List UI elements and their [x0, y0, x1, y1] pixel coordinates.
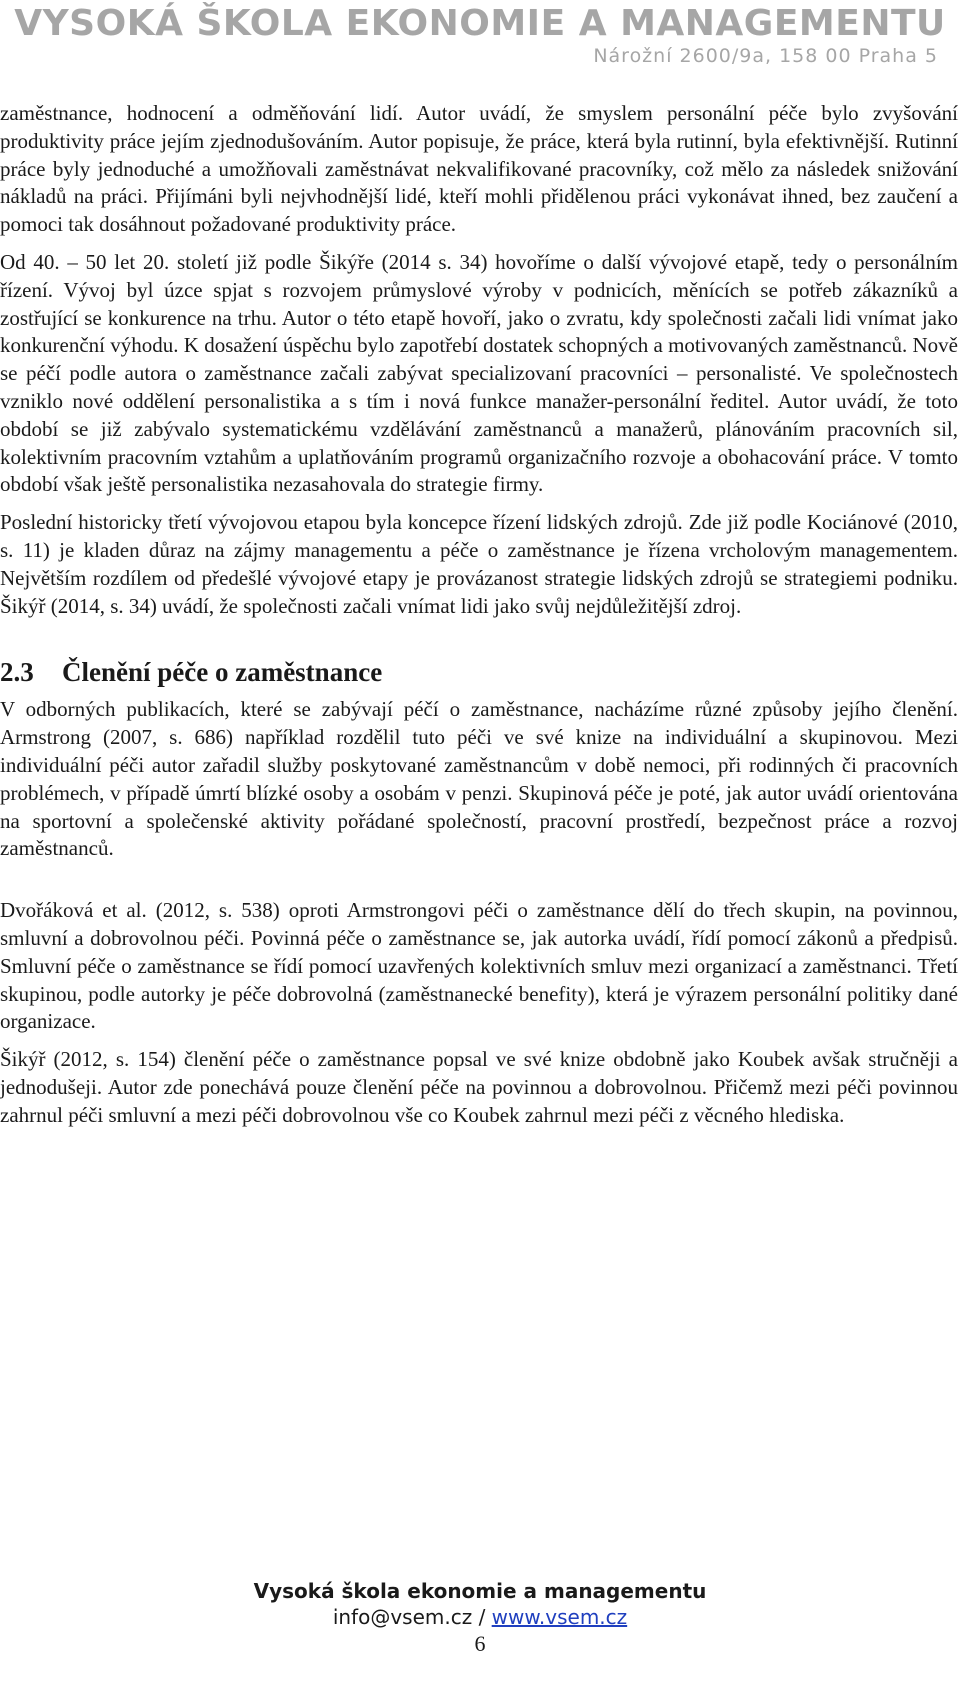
- footer-email: info@vsem.cz: [332, 1605, 473, 1629]
- page-footer: [0, 1578, 960, 1658]
- paragraph: Šikýř (2012, s. 154) členění péče o zaměstnance popsal ve své knize obdobně jako Koubek avšak stručněji a jednodušeji. Autor zde ponechává pouze členění péče na povinnou a dobrovolnou. Přičemž mezi péči povinnou zahrnul péči smluvní a mezi péči dobrovolnou vše co Koubek zahrnul mezi péči z věcného hlediska.: [0, 1047, 958, 1127]
- footer-website-link[interactable]: www.vsem.cz: [491, 1605, 628, 1629]
- header-address: Nárožní 2600/9a, 158 00 Praha 5: [593, 45, 938, 67]
- paragraph: zaměstnance, hodnocení a odměňování lidí. Autor uvádí, že smyslem personální péče bylo zvyšování produktivity práce jejím zjednodušováním. Autor popisuje, že práce, která byla rutinní, byla efektivnější. Rutinní práce byly jednoduché a umožňovali zaměstnávat nekvalifikované pracovníky, což mělo za následek snižování nákladů na práci. Přijímáni byli nejvhodnější lidé, kteří mohli přidělenou práci vykonávat ihned, bez zaučení a pomoci tak dosáhnout požadované produktivity práce.: [0, 101, 958, 237]
- header-title: VYSOKÁ ŠKOLA EKONOMIE A MANAGEMENTU: [14, 3, 946, 44]
- paragraph: Poslední historicky třetí vývojovou etapou byla koncepce řízení lidských zdrojů. Zde již podle Kociánové (2010, s. 11) je kladen důraz na zájmy managementu a péče o zaměstnance je řízena vrcholovým managementem. Největším rozdílem od předešlé vývojové etapy je provázanost strategie lidských zdrojů se strategiemi podniku. Šikýř (2014, s. 34) uvádí, že společnosti začali vnímat lidi jako svůj nejdůležitější zdroj.: [0, 510, 958, 618]
- section-heading: [0, 654, 958, 690]
- footer-school-name: Vysoká škola ekonomie a managementu: [253, 1579, 707, 1603]
- page-body: [0, 100, 958, 1140]
- footer-contact: [0, 1604, 960, 1630]
- paragraph: Od 40. – 50 let 20. století již podle Šikýře (2014 s. 34) hovoříme o další vývojové etapě, tedy o personálním řízení. Vývoj byl úzce spjat s rozvojem průmyslové výroby v podnicích, měnících se potřeb zákazníků a zostřující se konkurence na trhu. Autor o této etapě hovoří, jako o zvratu, kdy společnosti začali lidi vnímat jako konkurenční výhodu. K dosažení úspěchu bylo zapotřebí dostatek schopných a motivovaných zaměstnanců. Nově se péčí podle autora o zaměstnance začali zabývat specializovaní pracovníci – personalisté. Ve společnostech vzniklo nové oddělení personalistika a s tím i nová funkce manažer-personální ředitel. Autor uvádí, že toto období se již zabývalo systematickému vzdělávání zaměstnanců a manažerů, plánováním pracovních sil, kolektivním pracovním vztahům a uplatňováním programů organizačního rozvoje a obohacování práce. V tomto období však ještě personalistika nezasahovala do strategie firmy.: [0, 249, 958, 497]
- footer-separator: /: [472, 1605, 492, 1629]
- paragraph: V odborných publikacích, které se zabývají péčí o zaměstnance, nacházíme různé způsoby jejího členění. Armstrong (2007, s. 686) například rozdělil tuto péči ve své knize na individuální a skupinovou. Mezi individuální péči autor zařadil služby poskytované zaměstnancům v době nemoci, při rodinných či pracovních problémech, v případě úmrtí blízké osoby a osobám v penzi. Skupinová péče je poté, jak autor uvádí orientována na sportovní a společenské aktivity pořádané společností, pracovní prostředí, bezpečnost práce a rozvoj zaměstnanců.: [0, 697, 958, 861]
- section-number: 2.3: [0, 657, 34, 688]
- paragraph: Dvořáková et al. (2012, s. 538) oproti Armstrongovi péči o zaměstnance dělí do třech skupin, na povinnou, smluvní a dobrovolnou péči. Povinná péče o zaměstnance se, jak autorka uvádí, řídí pomocí zákonů a předpisů. Smluvní péče o zaměstnance se řídí pomocí uzavřených kolektivních smluv mezi organizací a zaměstnanci. Třetí skupinou, podle autorky je péče dobrovolná (zaměstnanecké benefity), která je výrazem personální politiky dané organizace.: [0, 898, 958, 1034]
- section-title: Členění péče o zaměstnance: [62, 657, 383, 688]
- page-number: 6: [474, 1631, 486, 1656]
